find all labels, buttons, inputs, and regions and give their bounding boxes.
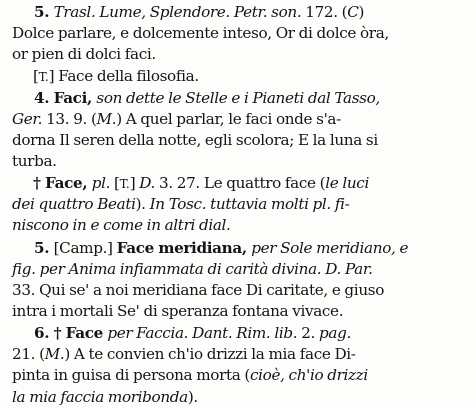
text-segment: fig. per Anima infiammata di carità divina. D. Par.	[12, 260, 373, 278]
text-line	[12, 279, 470, 301]
text-segment: Ger.	[12, 110, 43, 128]
text-segment: ] Face della filosofia.	[48, 67, 199, 85]
text-segment: per Sole meridiano, e	[251, 239, 409, 257]
text-segment: M.	[96, 110, 117, 128]
text-line	[12, 214, 470, 236]
text-segment: 3. 27. Le quattro face (	[155, 174, 326, 192]
text-segment: per Faccia. Dant. Rim. lib.	[107, 324, 298, 342]
text-segment: ).	[135, 195, 150, 213]
text-line	[34, 87, 470, 109]
text-segment: pinta in guisa di persona morta (	[12, 366, 250, 384]
text-segment: 2.	[297, 324, 319, 342]
text-line	[12, 108, 470, 130]
text-segment: Face meridiana,	[116, 239, 252, 257]
text-segment: ) A quel parlar, le faci onde s'a-	[116, 110, 341, 128]
text-line	[12, 43, 470, 65]
text-segment: † Face,	[33, 174, 92, 192]
text-segment: le luci	[325, 174, 369, 192]
text-segment: M.	[44, 345, 65, 363]
text-segment: C	[347, 3, 359, 21]
text-line	[12, 22, 470, 44]
text-segment: ).	[187, 388, 198, 406]
text-segment: 5.	[34, 239, 54, 257]
text-segment: [	[33, 67, 39, 85]
text-segment: 21. (	[12, 345, 45, 363]
text-segment: intra i mortali Se' di speranza fontana vivace.	[12, 302, 344, 320]
text-segment: 13. 9. (	[42, 110, 97, 128]
text-segment: or pien di dolci faci.	[12, 45, 156, 63]
text-segment: son dette le Stelle e i Pianeti dal Tasso,	[96, 89, 380, 107]
text-line	[34, 322, 470, 344]
text-segment: ) A te convien ch'io drizzi la mia face Di-	[64, 345, 356, 363]
text-line	[33, 172, 470, 194]
text-line	[12, 150, 470, 172]
text-line	[12, 193, 470, 215]
text-segment: T.	[119, 177, 130, 191]
text-segment: pl.	[91, 174, 111, 192]
text-segment: niscono in e come in altri dial.	[12, 216, 231, 234]
text-segment: )	[358, 3, 365, 21]
text-line	[12, 300, 470, 322]
text-segment: dorna Il seren della notte, egli scolora; E la luna si	[12, 131, 378, 149]
text-segment: ]	[129, 174, 140, 192]
text-line	[34, 1, 470, 23]
text-line	[12, 343, 470, 365]
text-line	[34, 237, 470, 259]
text-segment: la mia faccia moribonda	[12, 388, 188, 406]
text-segment: D.	[139, 174, 156, 192]
text-segment: 172. (	[301, 3, 348, 21]
text-segment: [	[110, 174, 120, 192]
text-segment: 6. † Face	[34, 324, 108, 342]
text-line	[12, 364, 470, 386]
text-segment: 5.	[34, 3, 54, 21]
text-line	[12, 258, 470, 280]
text-segment: turba.	[12, 152, 57, 170]
text-segment: 33. Qui se' a noi meridiana face Di caritate, e giuso	[12, 281, 384, 299]
text-segment: In Tosc. tuttavia molti pl. fi-	[149, 195, 350, 213]
text-segment: T.	[38, 70, 49, 84]
text-segment: [Camp.]	[53, 239, 117, 257]
text-segment: pag.	[319, 324, 351, 342]
text-line	[33, 65, 470, 87]
text-segment: 4. Faci,	[34, 89, 97, 107]
text-line	[12, 386, 470, 408]
text-segment: cioè, ch'io drizzi	[250, 366, 368, 384]
text-segment: Dolce parlare, e dolcemente inteso, Or di dolce òra,	[12, 24, 389, 42]
text-segment: Trasl. Lume, Splendore. Petr. son.	[53, 3, 302, 21]
text-segment: dei quattro Beati	[12, 195, 136, 213]
text-line	[12, 129, 470, 151]
